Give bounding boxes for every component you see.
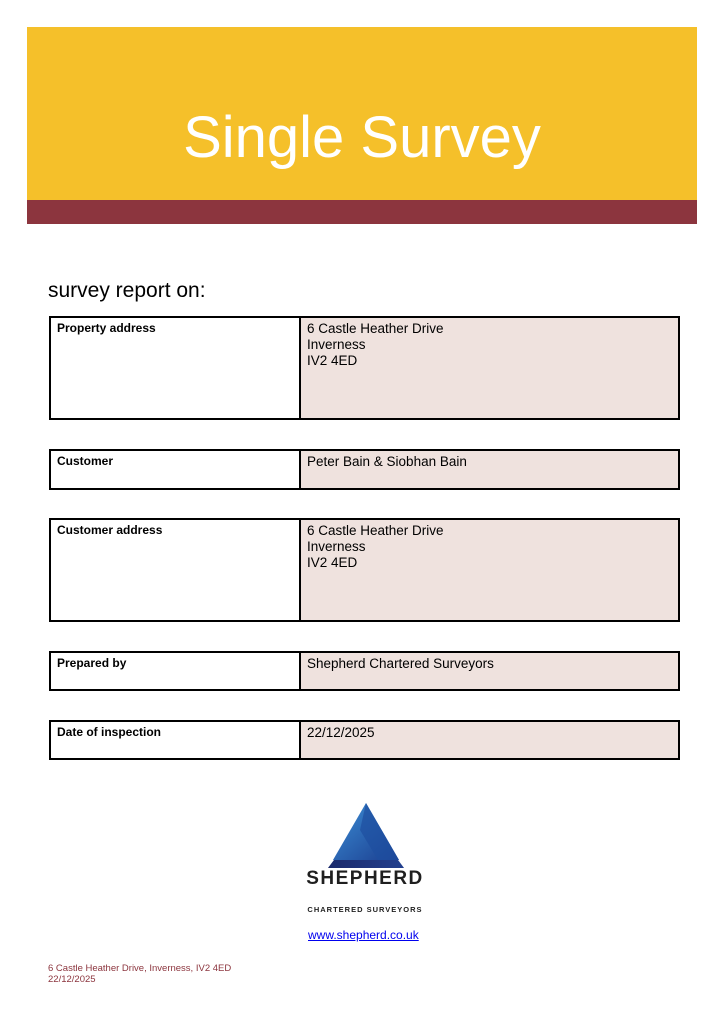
triangle-logo-icon xyxy=(300,800,432,920)
customer-address-line-3: IV2 4ED xyxy=(307,555,358,570)
customer-address-line-2: Inverness xyxy=(307,539,366,554)
customer-table xyxy=(49,449,680,490)
customer-line-1: Peter Bain & Siobhan Bain xyxy=(307,454,467,469)
property-address-line-1: 6 Castle Heather Drive xyxy=(307,321,444,336)
website-link[interactable]: www.shepherd.co.uk xyxy=(308,928,419,942)
property-address-line-3: IV2 4ED xyxy=(307,353,358,368)
prepared-by-label: Prepared by xyxy=(51,653,301,689)
date-of-inspection-line-1: 22/12/2025 xyxy=(307,725,375,740)
footer-date: 22/12/2025 xyxy=(48,974,96,985)
property-address-table xyxy=(49,316,680,420)
header-banner xyxy=(27,27,697,200)
date-of-inspection-table xyxy=(49,720,680,760)
customer-label: Customer xyxy=(51,451,301,488)
footer xyxy=(48,963,231,985)
page-title: Single Survey xyxy=(183,105,541,170)
property-address-line-2: Inverness xyxy=(307,337,366,352)
header-stripe xyxy=(27,200,697,224)
logo-tagline: CHARTERED SURVEYORS xyxy=(307,905,423,914)
customer-address-line-1: 6 Castle Heather Drive xyxy=(307,523,444,538)
customer-address-value xyxy=(301,520,678,620)
prepared-by-table xyxy=(49,651,680,691)
customer-address-label: Customer address xyxy=(51,520,301,620)
customer-address-table xyxy=(49,518,680,622)
report-subtitle: survey report on: xyxy=(48,279,206,302)
prepared-by-line-1: Shepherd Chartered Surveyors xyxy=(307,656,494,671)
customer-value xyxy=(301,451,678,488)
logo-name: SHEPHERD xyxy=(306,868,424,889)
property-address-value xyxy=(301,318,678,418)
footer-address: 6 Castle Heather Drive, Inverness, IV2 4ED xyxy=(48,963,232,974)
date-of-inspection-value xyxy=(301,722,678,758)
date-of-inspection-label: Date of inspection xyxy=(51,722,301,758)
prepared-by-value xyxy=(301,653,678,689)
property-address-label: Property address xyxy=(51,318,301,418)
